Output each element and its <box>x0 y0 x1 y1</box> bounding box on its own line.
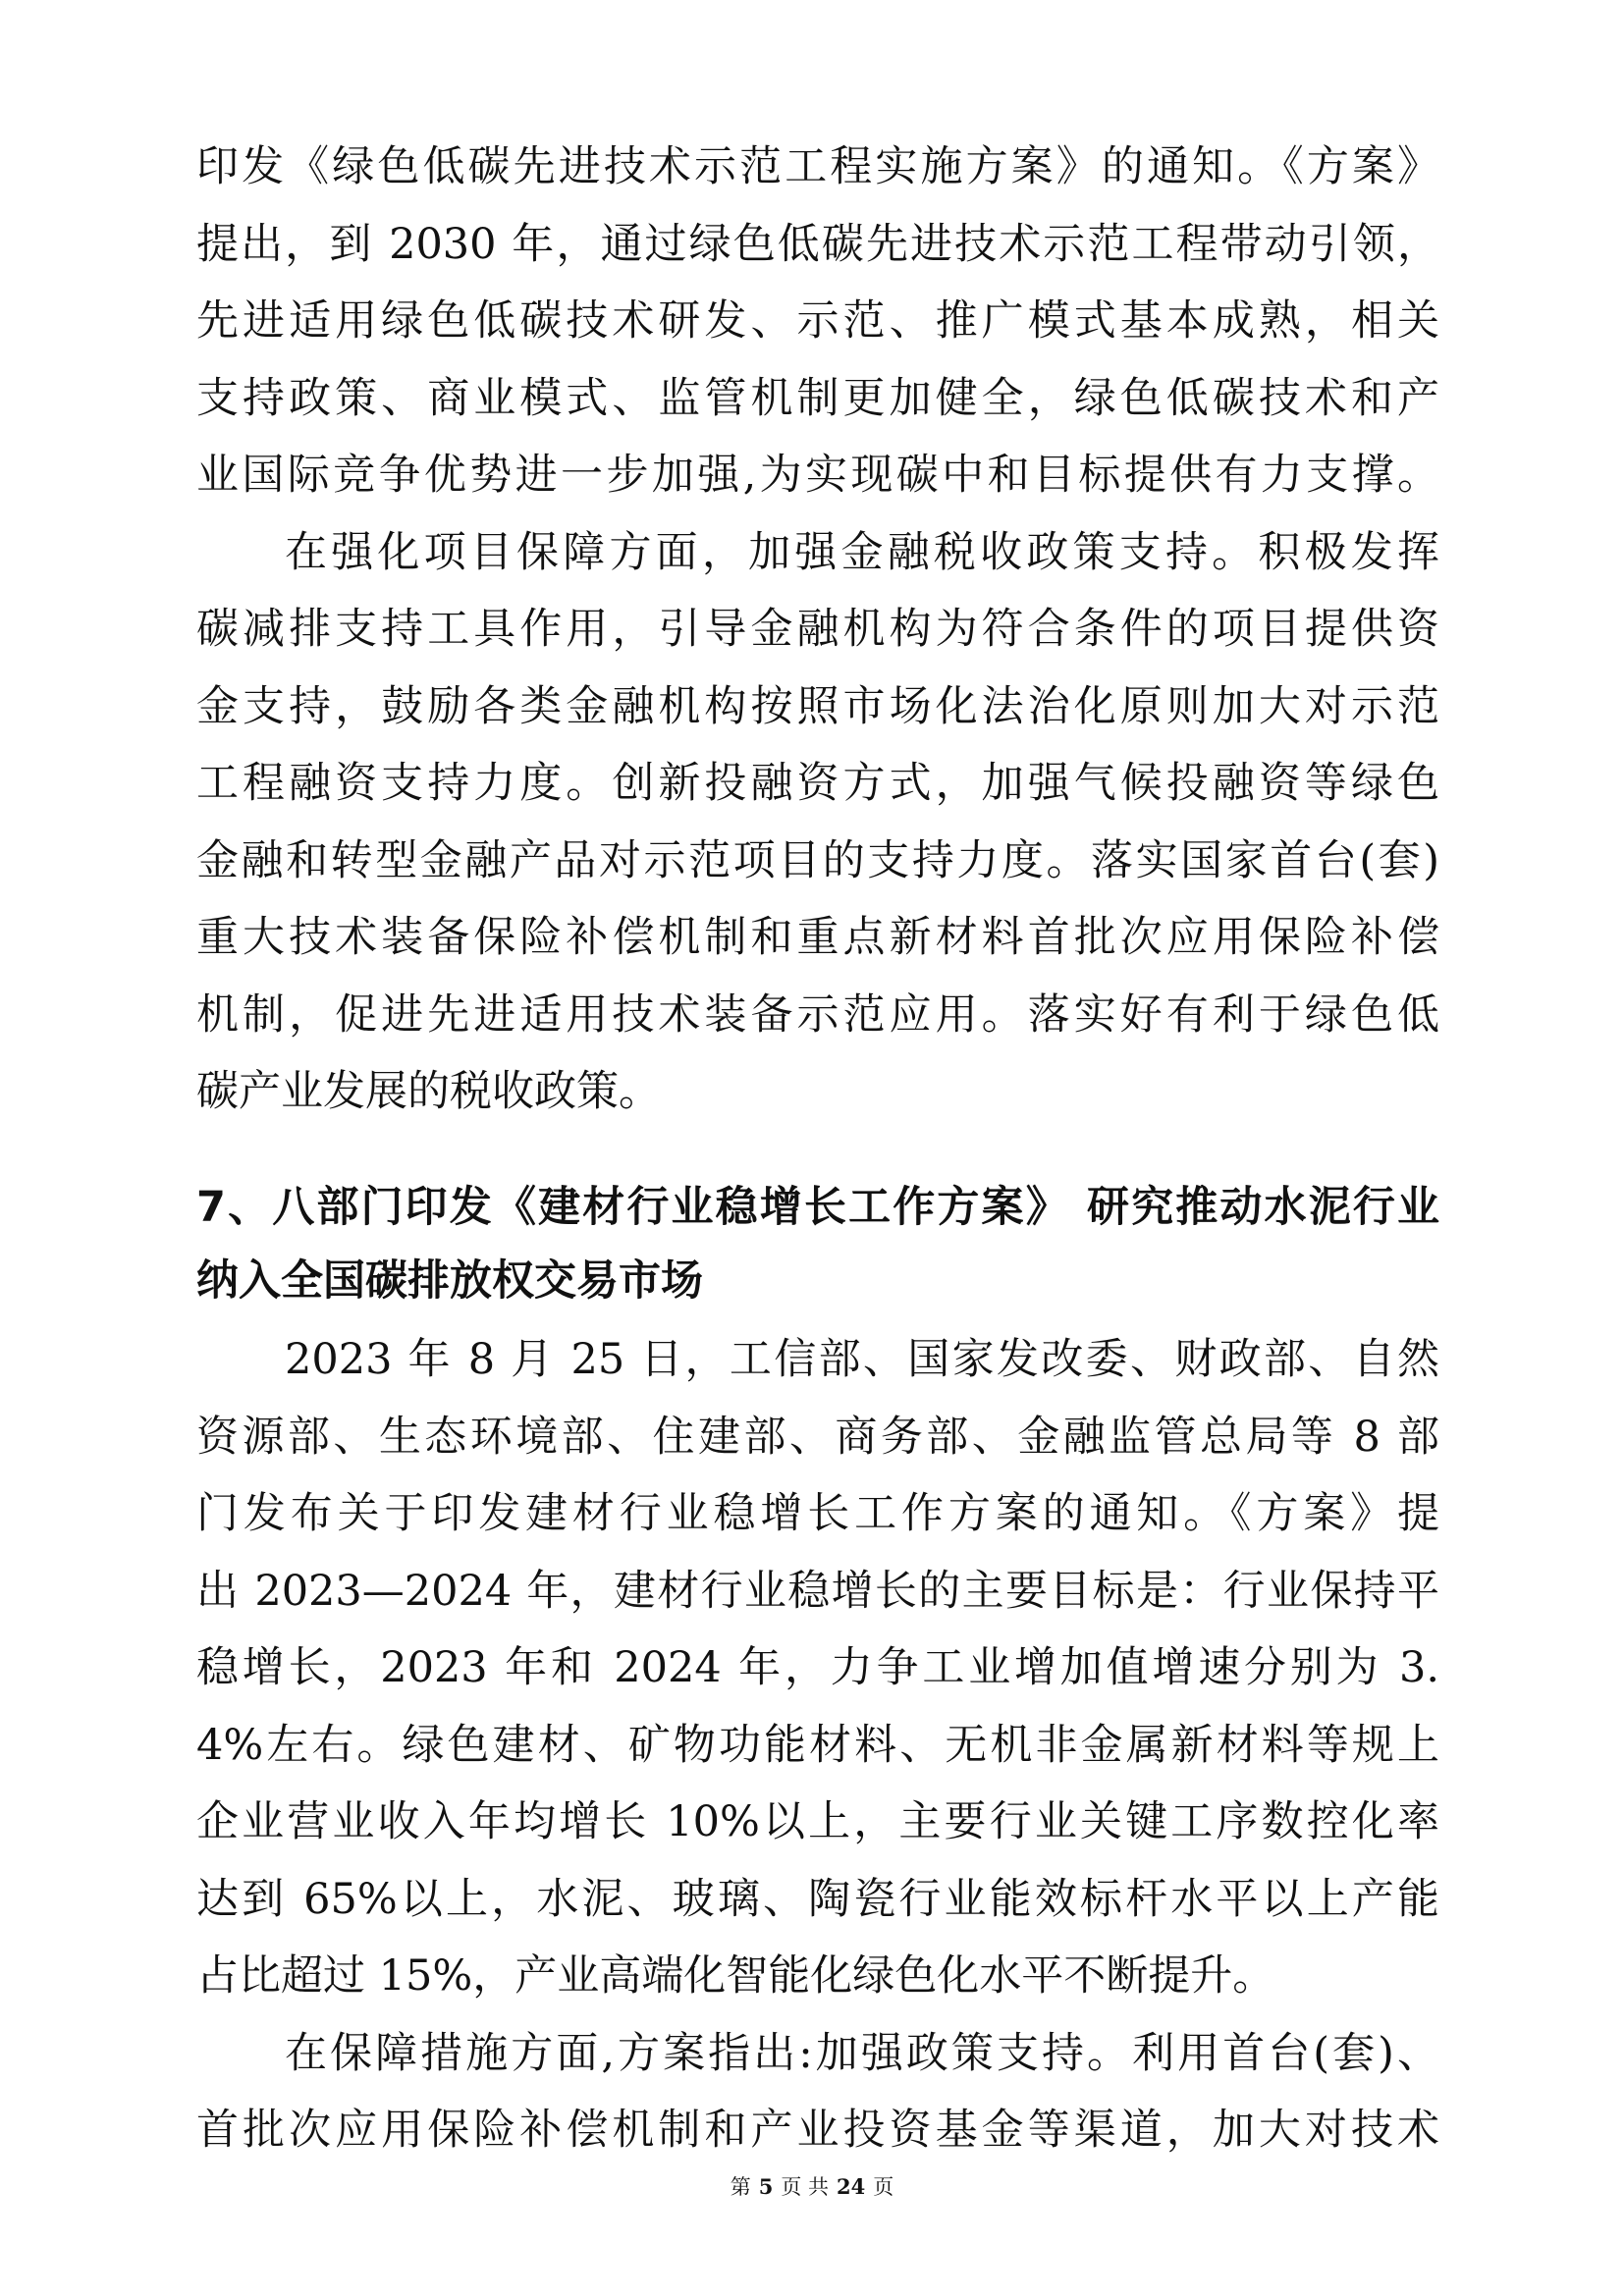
section-heading <box>196 1171 1439 1318</box>
page-body <box>196 129 1439 2169</box>
paragraph-announcement <box>196 1321 1439 2015</box>
footer-page-middle: 页 共 <box>781 2175 830 2199</box>
paragraph-line: 在强化项目保障方面，加强金融税收政策支持。积极发挥 <box>285 527 1439 577</box>
footer-page-prefix: 第 <box>730 2175 751 2199</box>
paragraph-project-guarantee <box>196 514 1439 1131</box>
paragraph-line: 在保障措施方面,方案指出:加强政策支持。利用首台(套)、 <box>285 2028 1439 2078</box>
paragraph-line: 先进适用绿色低碳技术研发、示范、推广模式基本成熟，相关 <box>196 296 1439 346</box>
paragraph-line: 提出，到 2030 年，通过绿色低碳先进技术示范工程带动引领， <box>196 219 1439 269</box>
footer-total-pages: 24 <box>837 2174 866 2199</box>
footer-page-suffix: 页 <box>873 2175 894 2199</box>
paragraph-continuation <box>196 129 1439 514</box>
paragraph-line: 重大技术装备保险补偿机制和重点新材料首批次应用保险补偿 <box>196 913 1439 962</box>
paragraph-line: 首批次应用保险补偿机制和产业投资基金等渠道，加大对技术 <box>196 2106 1439 2155</box>
paragraph-line: 支持政策、商业模式、监管机制更加健全，绿色低碳技术和产 <box>196 373 1439 423</box>
paragraph-line: 金支持，鼓励各类金融机构按照市场化法治化原则加大对示范 <box>196 681 1439 731</box>
section-heading-line: 7、八部门印发《建材行业稳增长工作方案》 研究推动水泥行业 <box>196 1182 1439 1232</box>
paragraph-line: 占比超过 15%，产业高端化智能化绿色化水平不断提升。 <box>196 1951 1275 2001</box>
paragraph-line: 达到 65%以上，水泥、玻璃、陶瓷行业能效标杆水平以上产能 <box>196 1874 1439 1924</box>
paragraph-line: 4%左右。绿色建材、矿物功能材料、无机非金属新材料等规上 <box>196 1720 1439 1770</box>
paragraph-safeguards <box>196 2015 1439 2169</box>
paragraph-line: 资源部、生态环境部、住建部、商务部、金融监管总局等 8 部 <box>196 1412 1439 1462</box>
paragraph-line: 碳减排支持工具作用，引导金融机构为符合条件的项目提供资 <box>196 605 1439 654</box>
paragraph-line: 2023 年 8 月 25 日，工信部、国家发改委、财政部、自然 <box>285 1335 1439 1384</box>
paragraph-line: 机制，促进先进适用技术装备示范应用。落实好有利于绿色低 <box>196 989 1439 1040</box>
paragraph-line: 业国际竞争优势进一步加强,为实现碳中和目标提供有力支撑。 <box>196 451 1439 500</box>
paragraph-line: 企业营业收入年均增长 10%以上，主要行业关键工序数控化率 <box>196 1797 1439 1846</box>
section-heading-line: 纳入全国碳排放权交易市场 <box>196 1255 703 1306</box>
paragraph-line: 金融和转型金融产品对示范项目的支持力度。落实国家首台(套) <box>196 835 1439 885</box>
paragraph-line: 印发《绿色低碳先进技术示范工程实施方案》的通知。《方案》 <box>196 142 1439 191</box>
paragraph-line: 门发布关于印发建材行业稳增长工作方案的通知。《方案》提 <box>196 1489 1439 1538</box>
footer-page-number: 5 <box>758 2174 774 2199</box>
paragraph-line: 工程融资支持力度。创新投融资方式，加强气候投融资等绿色 <box>196 759 1439 808</box>
paragraph-line: 出 2023—2024 年，建材行业稳增长的主要目标是：行业保持平 <box>196 1566 1439 1616</box>
paragraph-line: 稳增长，2023 年和 2024 年，力争工业增加值增速分别为 3. <box>196 1643 1439 1692</box>
paragraph-line: 碳产业发展的税收政策。 <box>196 1067 661 1116</box>
page-footer <box>0 2171 1624 2203</box>
